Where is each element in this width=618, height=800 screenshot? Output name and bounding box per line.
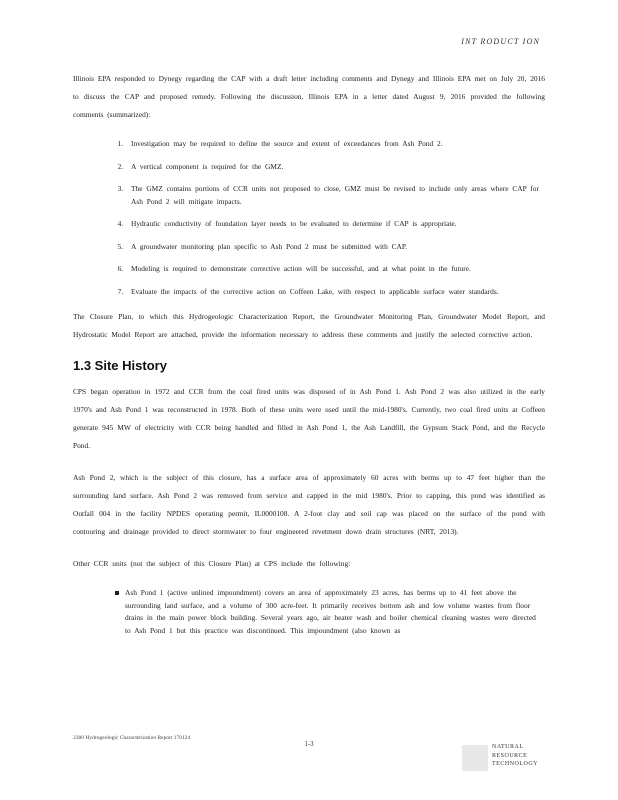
history-paragraph-2: Ash Pond 2, which is the subject of this closure, has a surface area of approximately 60 acres with berms up to 47 feet higher than the surrounding land surface. Ash Pond 2 was removed from service and capped in the mid 1980's. Prior to capping, this pond was identified as Outfall 004 in the facility NPDES operating permit, IL0000108. A 2-foot clay and soil cap was placed on the surface of the pond with contouring and drainage provided to direct stormwater to four engineered revetment down drain structures (NRT, 2013).: [73, 473, 545, 536]
section-heading: 1.3 Site History: [73, 358, 167, 373]
intro-paragraph: Illinois EPA responded to Dynegy regarding the CAP with a draft letter including comments and Dynegy and Illinois EPA met on July 20, 2016 to discuss the CAP and proposed remedy. Following the discussion, Illinois EPA in a letter dated August 9, 2016 provided the following comments (summarized):: [73, 74, 545, 119]
logo-line: TECHNOLOGY: [492, 761, 538, 767]
closure-paragraph: The Closure Plan, to which this Hydrogeologic Characterization Report, the Groundwater Monitoring Plan, Groundwater Model Report, and Hydrostatic Model Report are attached, provide the information necessary to address these comments and justify the selected corrective action.: [73, 312, 545, 339]
page-number: 1-3: [304, 740, 314, 748]
ccr-units-list: [73, 587, 545, 637]
list-item: [125, 587, 545, 637]
comment-item: 6. Modeling is required to demonstrate corrective action will be successful, and at what point in the future.: [127, 263, 545, 276]
comment-item: 4. Hydraulic conductivity of foundation layer needs to be evaluated to determine if CAP is appropriate.: [127, 218, 545, 231]
company-logo: [462, 743, 552, 773]
other-units-paragraph: Other CCR units (not the subject of this Closure Plan) at CPS include the following:: [73, 559, 351, 568]
comment-item: 5. A groundwater monitoring plan specific to Ash Pond 2 must be submitted with CAP.: [127, 241, 545, 254]
comment-item: 7. Evaluate the impacts of the corrective action on Coffeen Lake, with respect to applicable surface water standards.: [127, 286, 545, 299]
comment-item: 2. A vertical component is required for the GMZ.: [127, 161, 545, 174]
footer-doc-id: 2380 Hydrogeologic Characterization Report 170124: [73, 735, 191, 741]
bullet-icon: [115, 591, 119, 595]
logo-line: RESOURCE: [492, 752, 528, 759]
document-body: [73, 70, 545, 637]
logo-line: NATURAL: [492, 744, 524, 750]
logo-mark-icon: [462, 745, 488, 771]
comment-item: 1. Investigation may be required to define the source and extent of exceedances from Ash Pond 2.: [127, 138, 545, 151]
comments-list: [73, 138, 545, 298]
history-paragraph-1: CPS began operation in 1972 and CCR from the coal fired units was disposed of in Ash Pond 1. Ash Pond 2 was also utilized in the early 1970's and Ash Pond 1 was reconstructed in 1978. Both of these units were used until the mid-1980's. Currently, two coal fired units at Coffeen generate 945 MW of electricity with CCR being handled and filled in Ash Pond 1, the Ash Landfill, the Gypsum Stack Pond, and the Recycle Pond.: [73, 387, 545, 450]
comment-item: 3. The GMZ contains portions of CCR units not proposed to close, GMZ must be revised to include only areas where CAP for Ash Pond 2 will mitigate impacts.: [127, 183, 545, 208]
running-header: INT RODUCT ION: [461, 37, 540, 46]
list-item-text: Ash Pond 1 (active unlined impoundment) covers an area of approximately 23 acres, has berms up to 41 feet above the surrounding land surface, and a volume of 300 acre-feet. It primarily receives bottom ash and low volume wastes from floor drains in the main power block building. Several years ago, air heater wash and boiler chemical cleaning wastes were directed to Ash Pond 1 but this practice was discontinued. This impoundment (also known as: [125, 588, 536, 635]
